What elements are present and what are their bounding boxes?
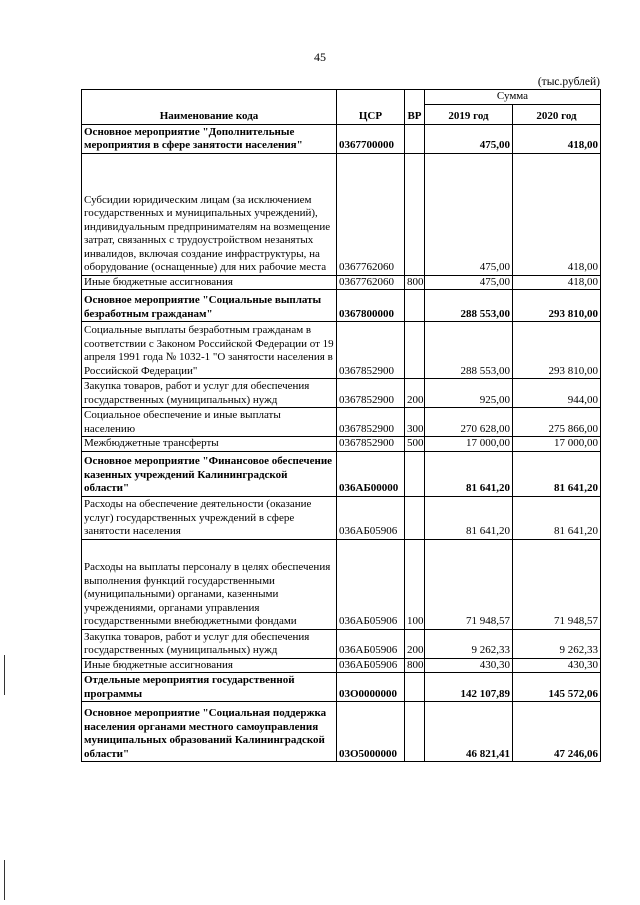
row-csr: 0367800000 — [337, 290, 405, 322]
row-name: Основное мероприятие "Дополнительные мероприятия в сфере занятости населения" — [82, 124, 337, 153]
header-2019: 2019 год — [425, 104, 513, 124]
table-row — [82, 290, 601, 322]
header-sum: Сумма — [425, 90, 601, 105]
row-name: Основное мероприятие "Финансовое обеспечение казенных учреждений Калининградской области" — [82, 451, 337, 496]
table-row — [82, 275, 601, 290]
header-csr: ЦСР — [337, 90, 405, 125]
row-name: Расходы на выплаты персоналу в целях обеспечения выполнения функций государственными (муниципальными) органами, казенными учреждениями, органами управления государственными внебюджетными фондами — [82, 539, 337, 629]
row-name: Закупка товаров, работ и услуг для обеспечения государственных (муниципальных) нужд — [82, 379, 337, 408]
row-sum-2020: 293 810,00 — [513, 322, 601, 379]
row-vr: 800 — [405, 658, 425, 673]
table-row — [82, 539, 601, 629]
row-name: Социальное обеспечение и иные выплаты населению — [82, 408, 337, 437]
row-name: Межбюджетные трансферты — [82, 437, 337, 452]
row-csr: 0367762060 — [337, 275, 405, 290]
table-row — [82, 629, 601, 658]
row-vr: 300 — [405, 408, 425, 437]
table-row — [82, 124, 601, 153]
row-csr: 0367700000 — [337, 124, 405, 153]
row-sum-2019: 17 000,00 — [425, 437, 513, 452]
row-sum-2019: 46 821,41 — [425, 702, 513, 762]
row-sum-2020: 418,00 — [513, 275, 601, 290]
budget-table — [81, 89, 601, 762]
row-sum-2019: 475,00 — [425, 124, 513, 153]
row-sum-2020: 430,30 — [513, 658, 601, 673]
row-sum-2019: 142 107,89 — [425, 673, 513, 702]
row-sum-2020: 17 000,00 — [513, 437, 601, 452]
row-csr: 0367762060 — [337, 153, 405, 275]
row-name: Социальные выплаты безработным гражданам в соответствии с Законом Российской Федерации от 19 апреля 1991 года № 1032-1 "О занятости населения в Российской Федерации" — [82, 322, 337, 379]
row-vr — [405, 290, 425, 322]
row-sum-2019: 475,00 — [425, 153, 513, 275]
row-vr: 100 — [405, 539, 425, 629]
header-vr: ВР — [405, 90, 425, 125]
row-sum-2019: 71 948,57 — [425, 539, 513, 629]
row-sum-2020: 293 810,00 — [513, 290, 601, 322]
row-sum-2020: 145 572,06 — [513, 673, 601, 702]
table-row — [82, 496, 601, 539]
row-name: Закупка товаров, работ и услуг для обеспечения государственных (муниципальных) нужд — [82, 629, 337, 658]
row-name: Субсидии юридическим лицам (за исключением государственных и муниципальных учреждений), индивидуальным предпринимателям на возмещение затрат, связанных с трудоустройством незанятых инвалидов, включая создание инфраструктуры, на оборудование (оснащенные) для них рабочие места — [82, 153, 337, 275]
row-vr — [405, 153, 425, 275]
row-sum-2020: 81 641,20 — [513, 451, 601, 496]
row-vr — [405, 496, 425, 539]
row-vr: 200 — [405, 629, 425, 658]
table-row — [82, 379, 601, 408]
units-label: (тыс.рублей) — [537, 76, 600, 88]
header-name: Наименование кода — [82, 90, 337, 125]
row-csr: 03О5000000 — [337, 702, 405, 762]
row-vr — [405, 322, 425, 379]
table-row — [82, 702, 601, 762]
page-number: 45 — [314, 50, 326, 64]
row-csr: 0367852900 — [337, 408, 405, 437]
row-sum-2020: 275 866,00 — [513, 408, 601, 437]
row-sum-2020: 418,00 — [513, 124, 601, 153]
row-sum-2020: 71 948,57 — [513, 539, 601, 629]
row-sum-2020: 9 262,33 — [513, 629, 601, 658]
row-sum-2020: 47 246,06 — [513, 702, 601, 762]
row-sum-2020: 418,00 — [513, 153, 601, 275]
table-row — [82, 437, 601, 452]
table-row — [82, 153, 601, 275]
row-sum-2019: 9 262,33 — [425, 629, 513, 658]
row-sum-2019: 925,00 — [425, 379, 513, 408]
row-vr — [405, 673, 425, 702]
row-name: Иные бюджетные ассигнования — [82, 275, 337, 290]
row-name: Расходы на обеспечение деятельности (оказание услуг) государственных учреждений в сфере занятости населения — [82, 496, 337, 539]
scan-edge-mark — [4, 860, 5, 900]
table-row — [82, 322, 601, 379]
row-vr: 500 — [405, 437, 425, 452]
row-vr: 800 — [405, 275, 425, 290]
row-vr — [405, 451, 425, 496]
row-sum-2019: 270 628,00 — [425, 408, 513, 437]
row-csr: 0367852900 — [337, 322, 405, 379]
row-csr: 036АБ00000 — [337, 451, 405, 496]
row-vr — [405, 702, 425, 762]
table-row — [82, 673, 601, 702]
row-sum-2019: 288 553,00 — [425, 290, 513, 322]
row-vr — [405, 124, 425, 153]
row-csr: 036АБ05906 — [337, 629, 405, 658]
row-name: Основное мероприятие "Социальная поддержка населения органами местного самоуправления муниципальных образований Калининградской области" — [82, 702, 337, 762]
row-sum-2019: 430,30 — [425, 658, 513, 673]
row-name: Иные бюджетные ассигнования — [82, 658, 337, 673]
row-vr: 200 — [405, 379, 425, 408]
table-row — [82, 408, 601, 437]
row-sum-2019: 288 553,00 — [425, 322, 513, 379]
row-sum-2020: 944,00 — [513, 379, 601, 408]
row-name: Отдельные мероприятия государственной программы — [82, 673, 337, 702]
row-csr: 036АБ05906 — [337, 658, 405, 673]
row-csr: 036АБ05906 — [337, 539, 405, 629]
row-csr: 03О0000000 — [337, 673, 405, 702]
scan-edge-mark — [4, 655, 5, 695]
row-csr: 036АБ05906 — [337, 496, 405, 539]
table-row — [82, 451, 601, 496]
row-sum-2019: 475,00 — [425, 275, 513, 290]
row-sum-2020: 81 641,20 — [513, 496, 601, 539]
row-csr: 0367852900 — [337, 379, 405, 408]
header-2020: 2020 год — [513, 104, 601, 124]
row-csr: 0367852900 — [337, 437, 405, 452]
table-row — [82, 658, 601, 673]
row-name: Основное мероприятие "Социальные выплаты безработным гражданам" — [82, 290, 337, 322]
row-sum-2019: 81 641,20 — [425, 496, 513, 539]
row-sum-2019: 81 641,20 — [425, 451, 513, 496]
